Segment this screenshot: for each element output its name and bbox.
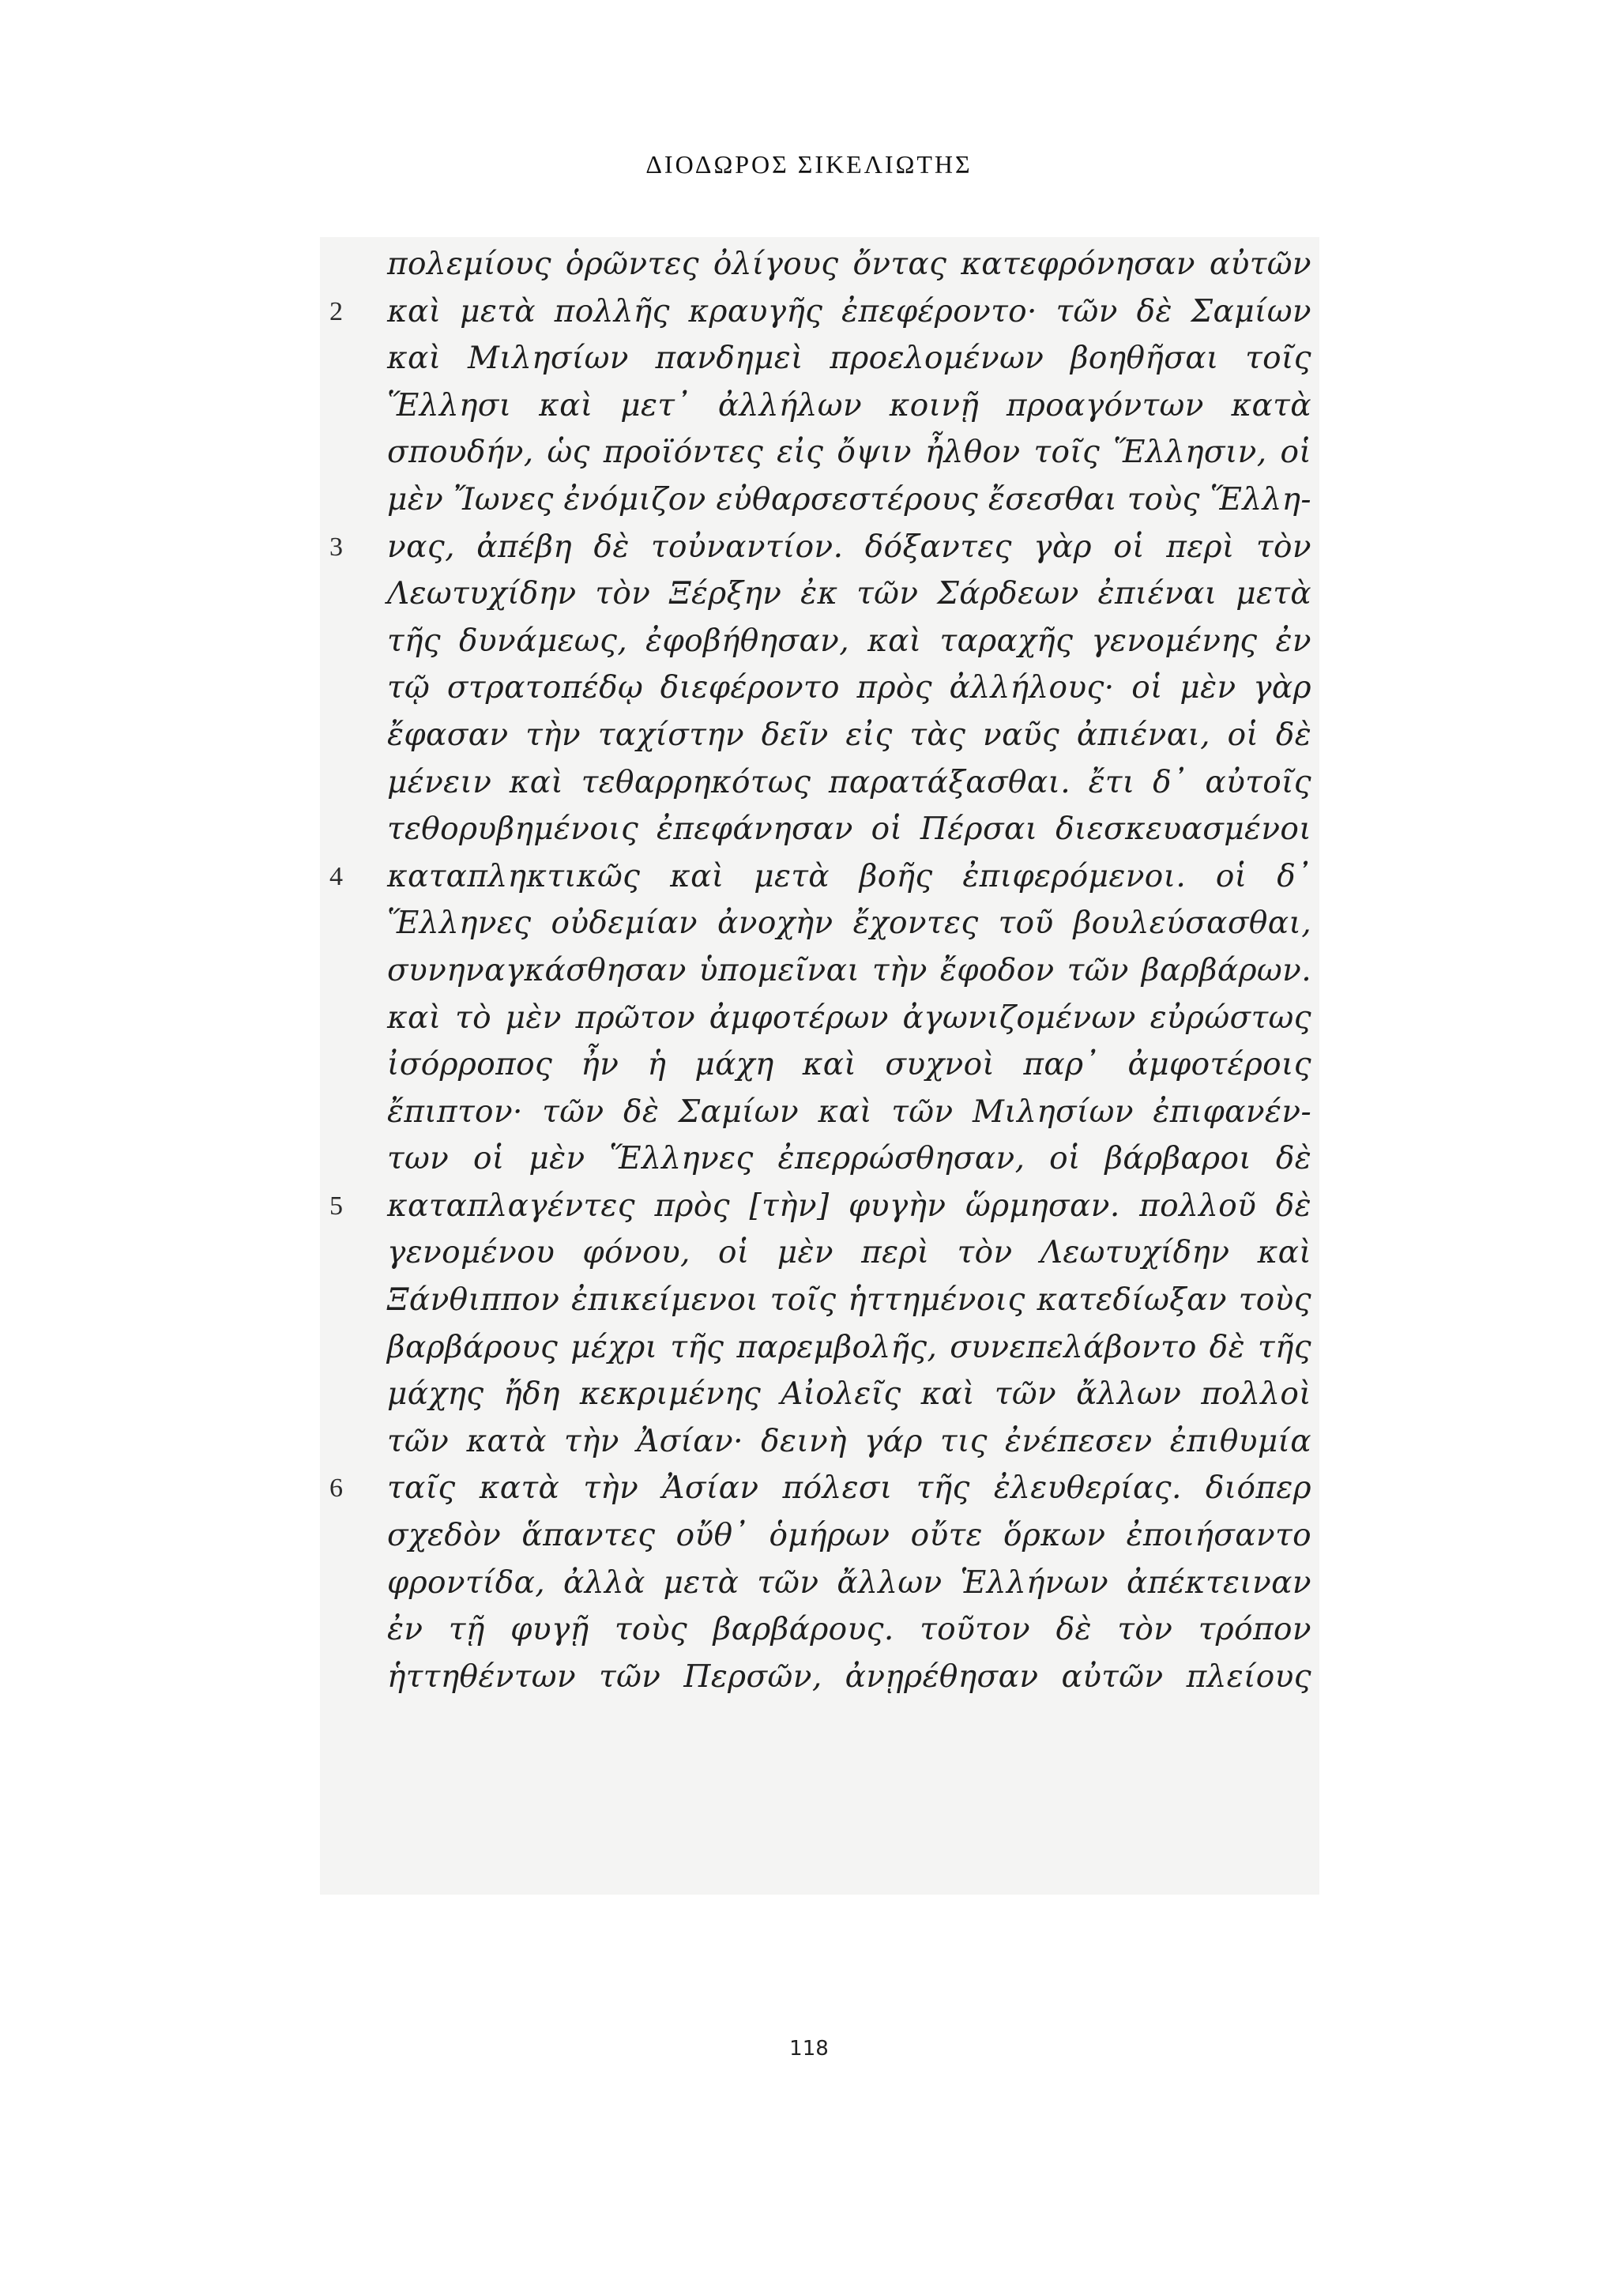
line-text: βαρβάρους μέχρι τῆς παρεμβολῆς, συνεπελάβοντο δὲ τῆς	[387, 1329, 1311, 1365]
line-text: σπουδήν, ὡς προϊόντες εἰς ὄψιν ἦλθον τοῖς Ἕλλησιν, οἱ	[387, 435, 1312, 471]
text-line	[320, 524, 1319, 571]
text-line	[320, 1277, 1319, 1324]
section-number: 6	[329, 1474, 343, 1504]
text-line	[320, 476, 1319, 524]
line-text: ἡττηθέντων τῶν Περσῶν, ἀνῃρέθησαν αὐτῶν πλείους	[387, 1658, 1312, 1695]
line-text: συνηναγκάσθησαν ὑπομεῖναι τὴν ἔφοδον τῶν βαρβάρων.	[387, 952, 1312, 988]
line-text: νας, ἀπέβη δὲ τοὐναντίον. δόξαντες γὰρ οἱ περὶ τὸν	[387, 529, 1312, 565]
text-line	[320, 947, 1319, 995]
text-line	[320, 900, 1319, 947]
text-line	[320, 853, 1319, 901]
text-line	[320, 1183, 1319, 1230]
running-title: ΔΙΟΔΩΡΟΣ ΣΙΚΕΛΙΩΤΗΣ	[645, 150, 973, 179]
text-line	[320, 1560, 1319, 1607]
text-line	[320, 995, 1319, 1042]
line-text: Ἕλλησι καὶ μετ᾽ ἀλλήλων κοινῇ προαγόντων κατὰ	[387, 387, 1311, 423]
line-text: ἐν τῇ φυγῇ τοὺς βαρβάρους. τοῦτον δὲ τὸν τρόπον	[387, 1612, 1312, 1648]
text-line	[320, 241, 1319, 288]
line-text: Ἕλληνες οὐδεμίαν ἀνοχὴν ἔχοντες τοῦ βουλεύσασθαι,	[387, 905, 1312, 942]
line-text: ἔφασαν τὴν ταχίστην δεῖν εἰς τὰς ναῦς ἀπιέναι, οἱ δὲ	[387, 717, 1312, 753]
line-text: ἰσόρροπος ἦν ἡ μάχη καὶ συχνοὶ παρ᾽ ἀμφοτέροις	[387, 1047, 1311, 1083]
line-text: σχεδὸν ἅπαντες οὔθ᾽ ὁμήρων οὔτε ὅρκων ἐποιήσαντο	[387, 1518, 1311, 1554]
text-line	[320, 712, 1319, 759]
text-line	[320, 1512, 1319, 1560]
text-line	[320, 1041, 1319, 1089]
text-line	[320, 429, 1319, 476]
section-number: 2	[329, 296, 343, 326]
section-number: 5	[329, 1191, 343, 1221]
text-line	[320, 759, 1319, 807]
text-line	[320, 335, 1319, 382]
text-line	[320, 1654, 1319, 1701]
line-text: ταῖς κατὰ τὴν Ἀσίαν πόλεσι τῆς ἐλευθερίας. διόπερ	[387, 1470, 1312, 1507]
text-line	[320, 382, 1319, 430]
line-text: Λεωτυχίδην τὸν Ξέρξην ἐκ τῶν Σάρδεων ἐπιέναι μετὰ	[387, 576, 1312, 612]
text-line	[320, 1089, 1319, 1136]
text-line	[320, 1229, 1319, 1277]
line-text: καὶ Μιλησίων πανδημεὶ προελομένων βοηθῆσαι τοῖς	[387, 341, 1311, 377]
text-line	[320, 664, 1319, 712]
line-text: ἔπιπτον· τῶν δὲ Σαμίων καὶ τῶν Μιλησίων ἐπιφανέν-	[387, 1093, 1312, 1130]
line-text: τεθορυβημένοις ἐπεφάνησαν οἱ Πέρσαι διεσκευασμένοι	[387, 811, 1312, 848]
line-text: των οἱ μὲν Ἕλληνες ἐπερρώσθησαν, οἱ βάρβαροι δὲ	[387, 1141, 1312, 1177]
text-line	[320, 1324, 1319, 1372]
line-text: τῆς δυνάμεως, ἐφοβήθησαν, καὶ ταραχῆς γενομένης ἐν	[387, 623, 1311, 659]
text-line	[320, 1135, 1319, 1183]
line-text: Ξάνθιππον ἐπικείμενοι τοῖς ἡττημένοις κατεδίωξαν τοὺς	[387, 1282, 1311, 1319]
text-line	[320, 1606, 1319, 1654]
text-line	[320, 1418, 1319, 1466]
line-text: τῶν κατὰ τὴν Ἀσίαν· δεινὴ γάρ τις ἐνέπεσεν ἐπιθυμία	[387, 1423, 1311, 1459]
line-text: μὲν Ἴωνες ἐνόμιζον εὐθαρσεστέρους ἔσεσθαι τοὺς Ἕλλη-	[387, 481, 1311, 518]
line-text: μάχης ἤδη κεκριμένης Αἰολεῖς καὶ τῶν ἄλλων πολλοὶ	[387, 1376, 1311, 1413]
text-line	[320, 1465, 1319, 1512]
line-text: καταπληκτικῶς καὶ μετὰ βοῆς ἐπιφερόμενοι. οἱ δ᾽	[387, 858, 1311, 894]
line-text: καταπλαγέντες πρὸς [τὴν] φυγὴν ὥρμησαν. πολλοῦ δὲ	[387, 1188, 1311, 1224]
line-text: φροντίδα, ἀλλὰ μετὰ τῶν ἄλλων Ἑλλήνων ἀπέκτειναν	[387, 1564, 1312, 1601]
text-line	[320, 1371, 1319, 1418]
body-text	[320, 241, 1319, 1700]
page-number: 118	[789, 2037, 829, 2061]
section-number: 3	[329, 532, 343, 562]
line-text: μένειν καὶ τεθαρρηκότως παρατάξασθαι. ἔτι δ᾽ αὐτοῖς	[387, 764, 1312, 800]
line-text: γενομένου φόνου, οἱ μὲν περὶ τὸν Λεωτυχίδην καὶ	[387, 1235, 1312, 1271]
section-number: 4	[329, 861, 343, 891]
line-text: καὶ μετὰ πολλῆς κραυγῆς ἐπεφέροντο· τῶν δὲ Σαμίων	[387, 293, 1312, 329]
line-text: τῷ στρατοπέδῳ διεφέροντο πρὸς ἀλλήλους· οἱ μὲν γὰρ	[387, 670, 1311, 706]
line-text: καὶ τὸ μὲν πρῶτον ἀμφοτέρων ἀγωνιζομένων εὐρώστως	[387, 999, 1311, 1036]
text-line	[320, 806, 1319, 853]
text-line	[320, 570, 1319, 618]
text-line	[320, 618, 1319, 665]
line-text: πολεμίους ὁρῶντες ὀλίγους ὄντας κατεφρόνησαν αὐτῶν	[387, 247, 1311, 282]
text-line	[320, 288, 1319, 336]
